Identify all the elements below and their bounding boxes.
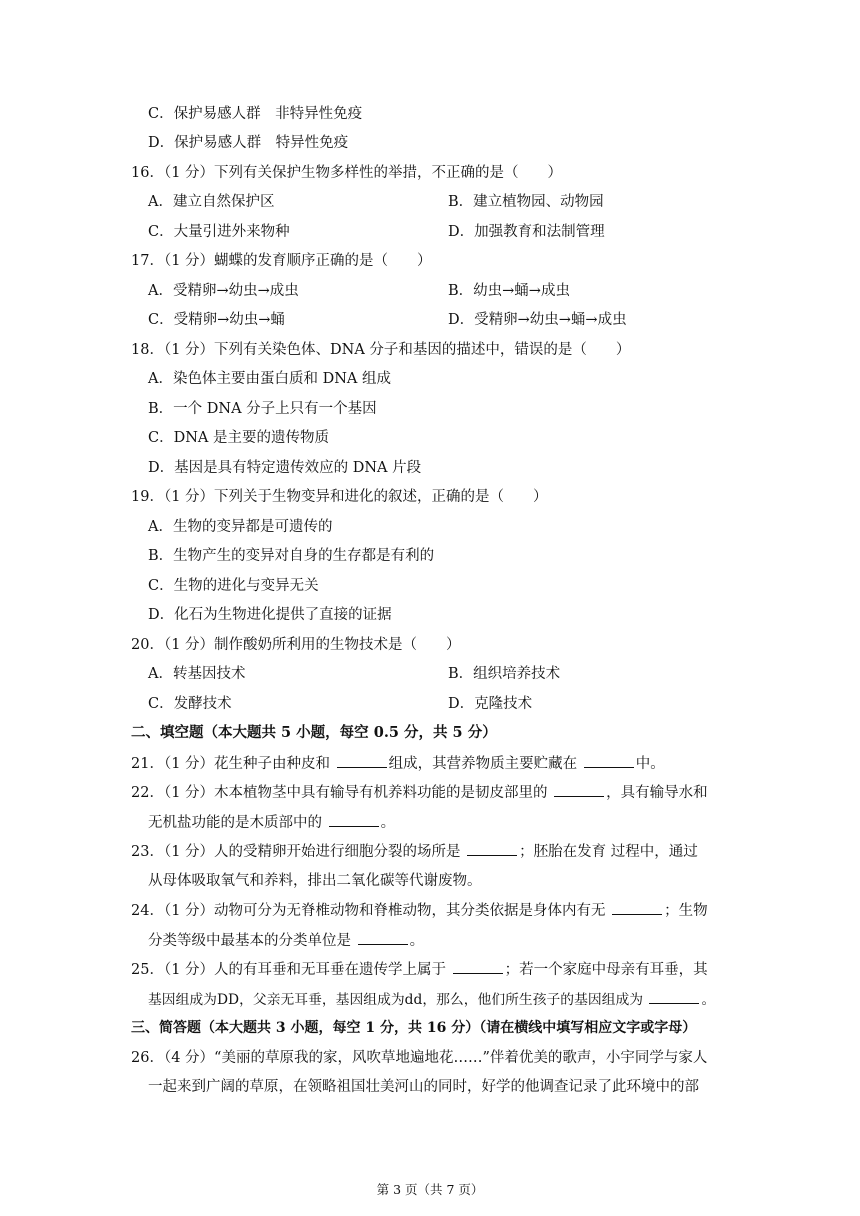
q20-option-d: D．克隆技术: [448, 696, 533, 712]
q21: [131, 753, 665, 774]
q23-text-2: ；胚胎在发育 过程中，通过: [519, 844, 698, 860]
q22-line-2: [148, 812, 395, 833]
q18-option-d: D．基因是具有特定遗传效应的 DNA 片段: [148, 460, 422, 476]
q16-stem: 16．（1 分）下列有关保护生物多样性的举措，不正确的是（ ）: [131, 165, 563, 181]
page-footer: 第 3 页（共 7 页）: [376, 1182, 484, 1197]
q20-option-a: A．转基因技术: [148, 666, 246, 682]
q21-text-2: 组成，其营养物质主要贮藏在: [388, 756, 582, 772]
answer-blank[interactable]: [337, 753, 387, 768]
q19-option-a: A．生物的变异都是可遗传的: [148, 519, 333, 535]
q25-text-1: 25．（1 分）人的有耳垂和无耳垂在遗传学上属于: [131, 962, 451, 978]
q20-stem: 20．（1 分）制作酸奶所利用的生物技术是（ ）: [131, 637, 461, 653]
q24-text-4: 。: [409, 933, 425, 949]
answer-blank[interactable]: [584, 753, 634, 768]
q18-option-a: A．染色体主要由蛋白质和 DNA 组成: [148, 371, 391, 387]
section-2-heading: 二、填空题（本大题共 5 小题，每空 0.5 分，共 5 分）: [131, 724, 497, 741]
q16-option-d: D．加强教育和法制管理: [448, 224, 605, 240]
q15-option-d: D．保护易感人群 特异性免疫: [148, 135, 349, 151]
answer-blank[interactable]: [554, 782, 604, 797]
q25-text-4: 。: [701, 992, 716, 1008]
q26-line-1: 26．（4 分）“美丽的草原我的家，风吹草地遍地花……”伴着优美的歌声，小宇同学与家人: [131, 1050, 708, 1066]
q18-option-c: C．DNA 是主要的遗传物质: [148, 430, 329, 446]
q17-option-c: C．受精卵→幼虫→蛹: [148, 312, 285, 328]
q24-text-3: 分类等级中最基本的分类单位是: [148, 933, 356, 949]
q24-line-2: [148, 930, 424, 951]
q21-text-3: 中。: [635, 756, 665, 772]
q24-text-1: 24．（1 分）动物可分为无脊椎动物和脊椎动物，其分类依据是身体内有无: [131, 903, 611, 919]
q19-option-c: C．生物的进化与变异无关: [148, 578, 319, 594]
q15-option-c: C．保护易感人群 非特异性免疫: [148, 106, 363, 122]
q19-stem: 19．（1 分）下列关于生物变异和进化的叙述，正确的是（ ）: [131, 489, 548, 505]
q25-text-3: 基因组成为DD，父亲无耳垂，基因组成为dd，那么，他们所生孩子的基因组成为: [148, 992, 648, 1008]
answer-blank[interactable]: [612, 900, 662, 915]
q25-line-1: [131, 959, 708, 980]
q19-option-d: D．化石为生物进化提供了直接的证据: [148, 607, 392, 623]
q17-stem: 17．（1 分）蝴蝶的发育顺序正确的是（ ）: [131, 253, 432, 269]
q22-text-2: ，具有输导水和: [606, 785, 708, 801]
answer-blank[interactable]: [358, 930, 408, 945]
q22-text-4: 。: [380, 815, 396, 831]
answer-blank[interactable]: [453, 959, 503, 974]
q23-line-2: 从母体吸取氧气和养料，排出二氧化碳等代谢废物。: [148, 873, 482, 889]
q21-text-1: 21．（1 分）花生种子由种皮和: [131, 756, 335, 772]
answer-blank[interactable]: [649, 989, 699, 1004]
q20-option-b: B．组织培养技术: [448, 666, 561, 682]
q19-option-b: B．生物产生的变异对自身的生存都是有利的: [148, 548, 435, 564]
q24-text-2: ；生物: [664, 903, 708, 919]
q22-line-1: [131, 782, 708, 803]
q17-option-d: D．受精卵→幼虫→蛹→成虫: [448, 312, 627, 328]
q16-option-b: B．建立植物园、动物园: [448, 194, 604, 210]
answer-blank[interactable]: [329, 812, 379, 827]
q17-option-b: B．幼虫→蛹→成虫: [448, 283, 570, 299]
q16-option-c: C．大量引进外来物种: [148, 224, 290, 240]
q24-line-1: [131, 900, 708, 921]
q23-text-1: 23．（1 分）人的受精卵开始进行细胞分裂的场所是: [131, 844, 466, 860]
q18-stem: 18．（1 分）下列有关染色体、DNA 分子和基因的描述中，错误的是（ ）: [131, 342, 631, 358]
q22-text-3: 无机盐功能的是木质部中的: [148, 815, 327, 831]
q17-option-a: A．受精卵→幼虫→成虫: [148, 283, 299, 299]
q25-text-2: ；若一个家庭中母亲有耳垂，其: [504, 962, 708, 978]
q23-line-1: [131, 841, 698, 862]
q16-option-a: A．建立自然保护区: [148, 194, 275, 210]
q18-option-b: B．一个 DNA 分子上只有一个基因: [148, 401, 377, 417]
q20-option-c: C．发酵技术: [148, 696, 232, 712]
q25-line-2: [148, 989, 715, 1010]
q26-line-2: 一起来到广阔的草原，在领略祖国壮美河山的同时，好学的他调查记录了此环境中的部: [148, 1079, 699, 1095]
answer-blank[interactable]: [467, 841, 517, 856]
q22-text-1: 22．（1 分）木本植物茎中具有输导有机养料功能的是韧皮部里的: [131, 785, 553, 801]
section-3-heading: 三、简答题（本大题共 3 小题，每空 1 分，共 16 分）（请在横线中填写相应文字或字母）: [131, 1020, 697, 1036]
